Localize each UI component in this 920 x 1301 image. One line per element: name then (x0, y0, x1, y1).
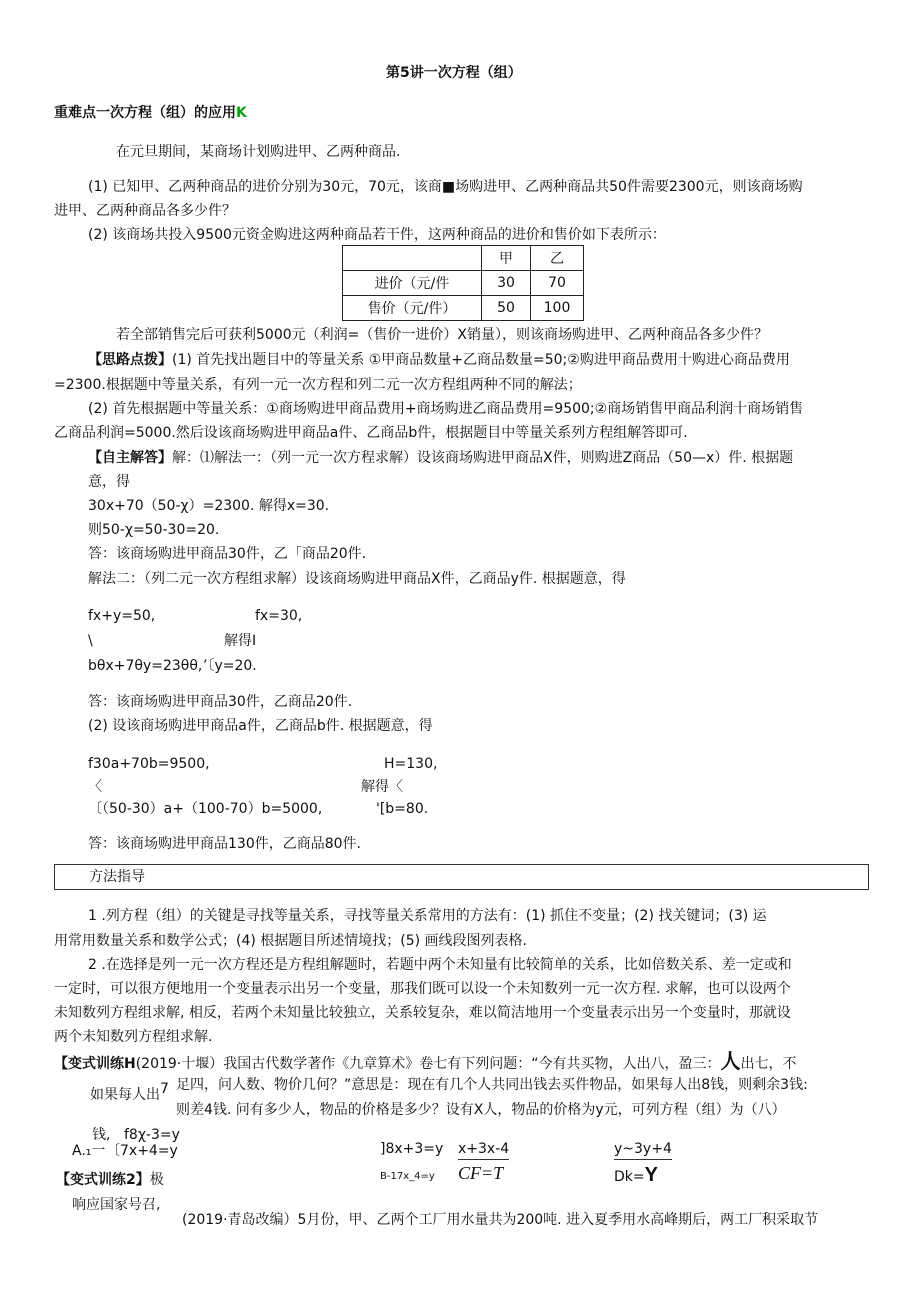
variant-2-line2: (2019·青岛改编）5月份，甲、乙两个工厂用水量共为200吨. 进入夏季用水高峰期后，两工厂积采取节 (182, 1212, 819, 1228)
table-cell: 售价（元/件） (343, 296, 482, 321)
solution-line1: 【自主解答】解：⑴解法一：（列一元一次方程求解）设该商场购进甲商品X件，则购进Z商品（50—x）件. 根据题 (88, 450, 794, 466)
option-a-top: f8χ-3=y (124, 1127, 180, 1143)
variant-1-line2: 足四，问人数、物价几何？”意思是：现在有几个人共同出钱去买件物品，如果每人出8钱，则剩余3钱: (176, 1077, 808, 1093)
solution-label: 【自主解答】 (88, 450, 172, 466)
table-row (343, 296, 584, 321)
option-b-bottom: B-17x_4=y (380, 1171, 435, 1182)
system-2-eq-c: 〔（50-30）a+（100-70）b=5000, (88, 801, 323, 817)
table-header-cell: 乙 (531, 246, 584, 271)
variant-1-label: 【变式训练H (54, 1056, 136, 1072)
option-a-label: A.₁一 (72, 1143, 106, 1159)
variant-2-heading: 【变式训练2】极 (56, 1172, 164, 1188)
section-heading: 重难点一次方程（组）的应用K (54, 105, 247, 121)
table-header-cell (343, 246, 482, 271)
equation-1: 30x+70（50-χ）=2300. 解得x=30. (88, 498, 330, 514)
hint-line3: (2) 首先根据题中等量关系：①商场购进甲商品费用+商场购进乙商品费用=9500;②商场销售甲商品利润十商场销售 (88, 401, 804, 417)
variant-1-big-char: 人 (720, 1051, 741, 1073)
option-b-top: ]8x+3=y (380, 1141, 444, 1157)
guide-2-line4: 两个未知数列方程组求解. (54, 1029, 213, 1045)
option-a-bottom: 〔7x+4=y (106, 1143, 178, 1159)
system-1-solution-c: ’〔y=20. (203, 658, 257, 674)
system-2-brace: 〈 (88, 779, 102, 795)
option-c-top: x+3x-4 (458, 1139, 509, 1160)
question-1-line1: (1) 已知甲、乙两种商品的进价分别为30元，70元，该商■场购进甲、乙两种商品共50件需要2300元，则该商场购 (88, 179, 803, 195)
guide-2-line1: 2 .在选择是列一元一次方程还是方程组解题时，若题中两个未知量有比较简单的关系，比如倍数关系、差一定或和 (88, 957, 792, 973)
question-2-line2: 若全部销售完后可获利5000元（利润=（售价一进价）X销量），则该商场购进甲、乙两种商品各多少件？ (116, 327, 768, 343)
method-guide-title: 方法指导 (89, 869, 145, 885)
table-cell: 50 (482, 296, 531, 321)
variant-2-line1: 响应国家号召, (72, 1197, 161, 1213)
hint-label: 【思路点拨】 (88, 352, 172, 368)
variant-2-label: 【变式训练2】 (56, 1172, 150, 1188)
section-mark: K (236, 105, 247, 121)
table-cell: 进价（元/件 (343, 271, 482, 296)
question-2-line1: (2) 该商场共投入9500元资金购进这两种商品若干件，这两种商品的进价和售价如下表所示： (88, 227, 666, 243)
method-guide-box (54, 864, 869, 890)
table-cell: 70 (531, 271, 584, 296)
answer-3: 答：该商场购进甲商品130件，乙商品80件. (88, 836, 361, 852)
system-1-solution-b: 解得I (224, 633, 257, 649)
option-c-bottom: CF=T (458, 1163, 504, 1183)
price-table (342, 245, 584, 321)
hint-line1: 【思路点拨】(1) 首先找出题目中的等量关系 ①甲商品数量+乙商品数量=50;②购进甲商品费用十购进心商品费用 (88, 352, 790, 368)
page-title: 第5讲一次方程（组） (386, 65, 522, 81)
system-2-solution-c: '[b=80. (376, 801, 429, 817)
system-2-solution-b: 解得〈 (361, 779, 403, 795)
table-cell: 100 (531, 296, 584, 321)
method-2-intro: 解法二：（列二元一次方程组求解）设该商场购进甲商品X件，乙商品y件. 根据题意，得 (88, 571, 626, 587)
variant-1-left-note: 如果每人出7 (90, 1081, 169, 1103)
table-row (343, 271, 584, 296)
guide-1-line1: 1 .列方程（组）的关键是寻找等量关系，寻找等量关系常用的方法有：(1) 抓住不变量；(2) 找关键词；(3) 运 (88, 908, 767, 924)
guide-2-line3: 未知数列方程组求解, 相反，若两个未知量比较独立，关系较复杂，难以简洁地用一个变量表示出另一个变量时，那就设 (54, 1005, 791, 1021)
guide-2-line2: 一定时，可以很方便地用一个变量表示出另一个变量，那我们既可以设一个未知数列一元一次方程. 求解，也可以设两个 (54, 981, 791, 997)
option-d-bottom: Dk=Y (614, 1164, 658, 1186)
guide-1-line2: 用常用数量关系和数学公式；(4) 根据题目所述情境找；(5) 画线段图列表格. (54, 933, 528, 949)
system-1-solution-a: fx=30, (255, 608, 303, 624)
problem-intro: 在元旦期间，某商场计划购进甲、乙两种商品. (116, 144, 401, 160)
variant-1-qian: 钱, (92, 1127, 111, 1143)
table-cell: 30 (482, 271, 531, 296)
part-2-intro: (2) 设该商场购进甲商品a件，乙商品b件. 根据题意，得 (88, 718, 433, 734)
solution-line2: 意，得 (88, 474, 130, 490)
system-2-solution-a: H=130, (384, 756, 438, 772)
system-1-eq-a: fx+y=50, (88, 608, 156, 624)
equation-2: 则50-χ=50-30=20. (88, 522, 220, 538)
system-2-eq-a: f30a+70b=9500, (88, 756, 210, 772)
variant-1-line3: 则差4钱. 问有多少人，物品的价格是多少？设有X人，物品的价格为y元，可列方程（组）为（八） (176, 1102, 786, 1118)
table-header-row (343, 246, 584, 271)
option-d-top: y~3y+4 (614, 1139, 672, 1160)
hint-line4: 乙商品利润=5000.然后设该商场购进甲商品a件、乙商品b件，根据题目中等量关系列方程组解答即可. (54, 425, 688, 441)
hint-line2: =2300.根据题中等量关系，有列一元一次方程和列二元一次方程组两种不同的解法； (54, 377, 582, 393)
answer-2: 答：该商场购进甲商品30件，乙商品20件. (88, 694, 353, 710)
system-1-eq-c: bθx+7θy=23θθ, (88, 658, 203, 674)
question-1-line2: 进甲、乙两种商品各多少件？ (54, 203, 236, 219)
system-1-brace: \ (88, 633, 93, 649)
answer-1: 答：该商场购进甲商品30件，乙「商品20件. (88, 546, 367, 562)
table-header-cell: 甲 (482, 246, 531, 271)
variant-1-line1: 【变式训练H(2019·十堰）我国古代数学著作《九章算术》卷七有下列问题：“今有共买物，人出八，盈三：人出七，不 (54, 1051, 797, 1073)
